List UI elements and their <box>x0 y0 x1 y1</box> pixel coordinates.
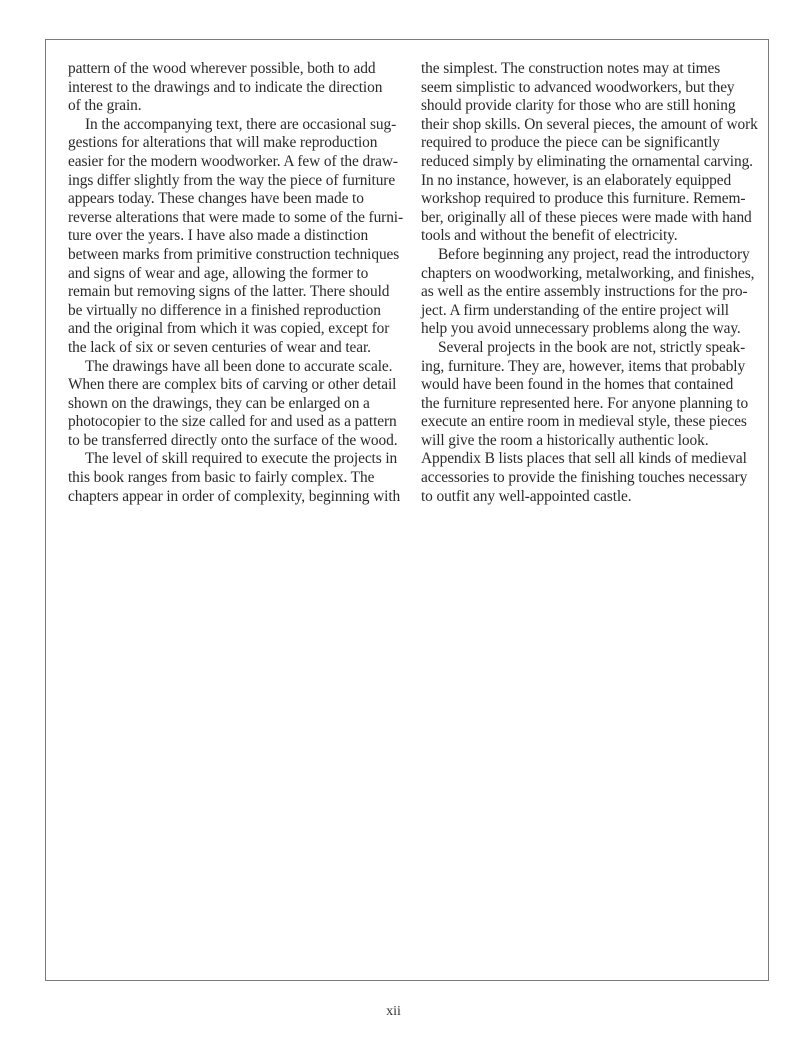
text-line: accessories to provide the finishing touches necessary <box>421 469 748 487</box>
text-line: appears today. These changes have been made to <box>68 190 364 208</box>
paragraph-first-line: The drawings have all been done to accurate scale. <box>85 357 393 375</box>
text-line: chapters appear in order of complexity, beginning with <box>68 487 401 505</box>
paragraph-first-line: Several projects in the book are not, strictly speak- <box>438 338 746 356</box>
page-number: xii <box>386 1004 401 1019</box>
text-line: ing, furniture. They are, however, items that probably <box>421 357 746 375</box>
text-line: gestions for alterations that will make reproduction <box>68 134 378 152</box>
left-text-column <box>68 60 403 506</box>
text-line: this book ranges from basic to fairly complex. The <box>68 469 375 487</box>
text-line: interest to the drawings and to indicate the direction <box>68 78 383 96</box>
text-line: reverse alterations that were made to some of the furni- <box>68 208 403 226</box>
text-line: easier for the modern woodworker. A few of the draw- <box>68 152 398 170</box>
text-line: ject. A firm understanding of the entire project will <box>421 301 729 319</box>
text-line: their shop skills. On several pieces, the amount of work <box>421 115 758 133</box>
text-line: tools and without the benefit of electricity. <box>421 227 678 245</box>
text-line: the simplest. The construction notes may at times <box>421 60 721 77</box>
paragraph-first-line: The level of skill required to execute the projects in <box>85 450 398 468</box>
text-line: photocopier to the size called for and used as a pattern <box>68 413 397 431</box>
right-text-column <box>421 60 757 506</box>
text-line: would have been found in the homes that contained <box>421 376 734 394</box>
text-line: When there are complex bits of carving or other detail <box>68 376 397 394</box>
text-line: as well as the entire assembly instructions for the pro- <box>421 283 748 301</box>
text-line: ings differ slightly from the way the piece of furniture <box>68 171 396 189</box>
text-line: help you avoid unnecessary problems along the way. <box>421 320 741 338</box>
paragraph-first-line: In the accompanying text, there are occasional sug- <box>85 115 397 133</box>
text-line: will give the room a historically authentic look. <box>421 431 709 449</box>
text-line: required to produce the piece can be significantly <box>421 134 720 152</box>
text-line: ber, originally all of these pieces were made with hand <box>421 208 752 226</box>
text-line: of the grain. <box>68 97 142 115</box>
text-line: between marks from primitive construction techniques <box>68 245 400 263</box>
text-line: shown on the drawings, they can be enlarged on a <box>68 394 370 412</box>
text-line: and the original from which it was copied, except for <box>68 320 390 338</box>
text-line: workshop required to produce this furniture. Remem- <box>421 190 746 208</box>
text-line: seem simplistic to advanced woodworkers, but they <box>421 78 735 96</box>
text-line: reduced simply by eliminating the ornamental carving. <box>421 152 753 170</box>
text-line: remain but removing signs of the latter. There should <box>68 283 390 301</box>
text-line: to be transferred directly onto the surface of the wood. <box>68 431 398 449</box>
text-line: chapters on woodworking, metalworking, and finishes, <box>421 264 755 282</box>
text-line: Appendix B lists places that sell all kinds of medieval <box>421 450 747 468</box>
text-line: In no instance, however, is an elaborately equipped <box>421 171 732 189</box>
text-line: the lack of six or seven centuries of wear and tear. <box>68 338 371 356</box>
text-line: to outfit any well-appointed castle. <box>421 487 632 505</box>
text-line: execute an entire room in medieval style, these pieces <box>421 413 747 431</box>
text-line: should provide clarity for those who are still honing <box>421 97 736 115</box>
paragraph-first-line: Before beginning any project, read the introductory <box>438 245 750 263</box>
text-line: pattern of the wood wherever possible, both to add <box>68 60 376 77</box>
text-line: be virtually no difference in a finished reproduction <box>68 301 381 319</box>
text-line: ture over the years. I have also made a distinction <box>68 227 369 245</box>
text-line: and signs of wear and age, allowing the former to <box>68 264 369 282</box>
text-line: the furniture represented here. For anyone planning to <box>421 394 749 412</box>
